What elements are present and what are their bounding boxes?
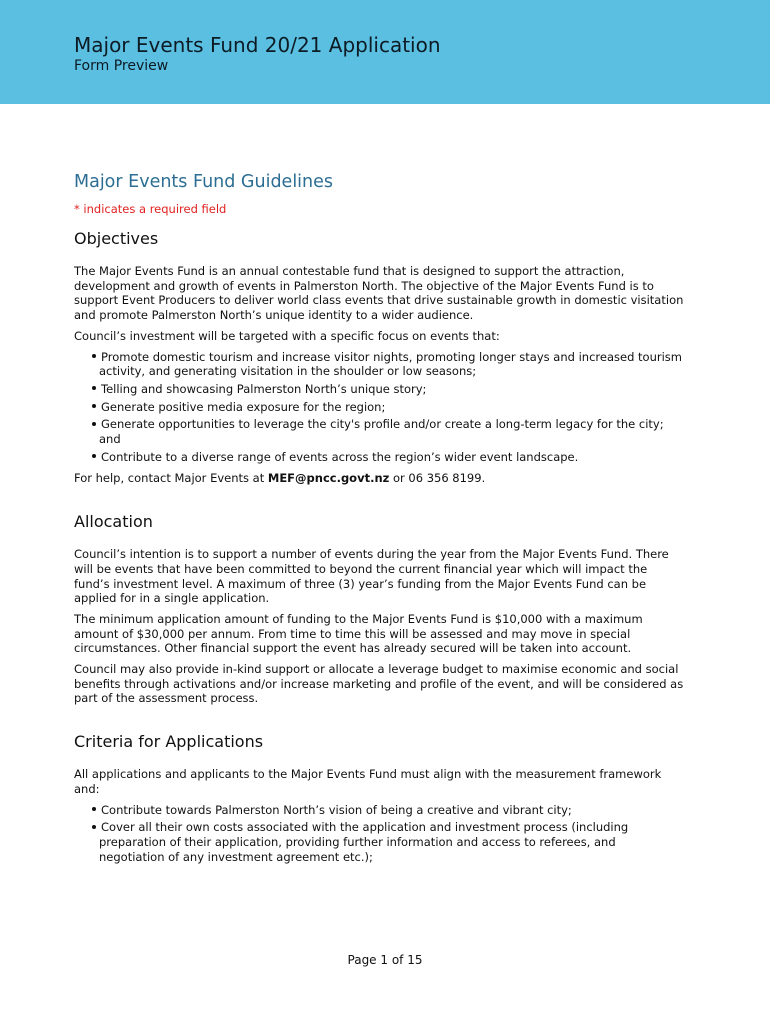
section-title: Major Events Fund Guidelines: [74, 172, 334, 192]
help-contact: For help, contact Major Events at MEF@pncc.govt.nz or 06 356 8199.: [74, 471, 486, 486]
form-content: [74, 168, 684, 871]
page-indicator: Page 1 of 15: [347, 953, 423, 967]
objectives-list: [74, 350, 684, 465]
allocation-paragraph: Council may also provide in-kind support or allocate a leverage budget to maximise economic and social benefits through activations and/or increase marketing and profile of the event, and will be considered as part of the assessment process.: [74, 662, 684, 706]
criteria-heading: Criteria for Applications: [74, 732, 264, 752]
bullet-icon: [92, 422, 96, 426]
criteria-list: [74, 803, 684, 865]
bullet-icon: [92, 386, 96, 390]
bullet-icon: [92, 404, 96, 408]
bullet-icon: [92, 807, 96, 811]
help-email-link[interactable]: MEF@pncc.govt.nz: [267, 471, 390, 486]
objectives-focus: Council’s investment will be targeted with a specific focus on events that:: [74, 328, 500, 343]
list-item: Contribute towards Palmerston North’s vision of being a creative and vibrant city;: [92, 803, 684, 818]
form-subtitle: Form Preview: [74, 58, 169, 74]
objectives-intro: The Major Events Fund is an annual contestable fund that is designed to support the attraction, development and growth of events in Palmerston North. The objective of the Major Events Fund is to support Event Producers to deliver world class events that drive sustainable growth in domestic visitation and promote Palmerston North’s unique identity to a wider audience.: [74, 264, 684, 323]
objectives-heading: Objectives: [74, 229, 159, 248]
list-item: Cover all their own costs associated with the application and investment process (including preparation of their application, providing further information and access to referees, and negotiation of any investment agreement etc.);: [92, 820, 684, 864]
allocation-paragraph: Council’s intention is to support a number of events during the year from the Major Events Fund. There will be events that have been committed to beyond the current financial year which will impact the fund’s investment level. A maximum of three (3) year’s funding from the Major Events Fund can be applied for in a single application.: [74, 547, 669, 606]
bullet-icon: [92, 454, 96, 458]
criteria-intro: All applications and applicants to the Major Events Fund must align with the measurement framework and:: [74, 767, 662, 796]
allocation-heading: Allocation: [74, 512, 153, 532]
list-item: Telling and showcasing Palmerston North’s unique story;: [92, 382, 684, 397]
list-item: Contribute to a diverse range of events across the region’s wider event landscape.: [92, 450, 684, 465]
bullet-icon: [92, 825, 96, 829]
required-field-note: * indicates a required field: [74, 202, 227, 216]
allocation-paragraph: The minimum application amount of funding to the Major Events Fund is $10,000 with a maximum amount of $30,000 per annum. From time to time this will be assessed and may move in special circumstances. Other financial support the event has already secured will be taken into account.: [74, 611, 643, 656]
list-item: Promote domestic tourism and increase visitor nights, promoting longer stays and increased tourism activity, and generating visitation in the shoulder or low seasons;: [92, 350, 684, 379]
list-item: Generate opportunities to leverage the city's profile and/or create a long-term legacy for the city; and: [92, 417, 684, 446]
list-item: Generate positive media exposure for the region;: [92, 400, 684, 415]
form-title: Major Events Fund 20/21 Application: [74, 33, 441, 57]
bullet-icon: [92, 354, 96, 358]
form-header: [0, 0, 770, 104]
